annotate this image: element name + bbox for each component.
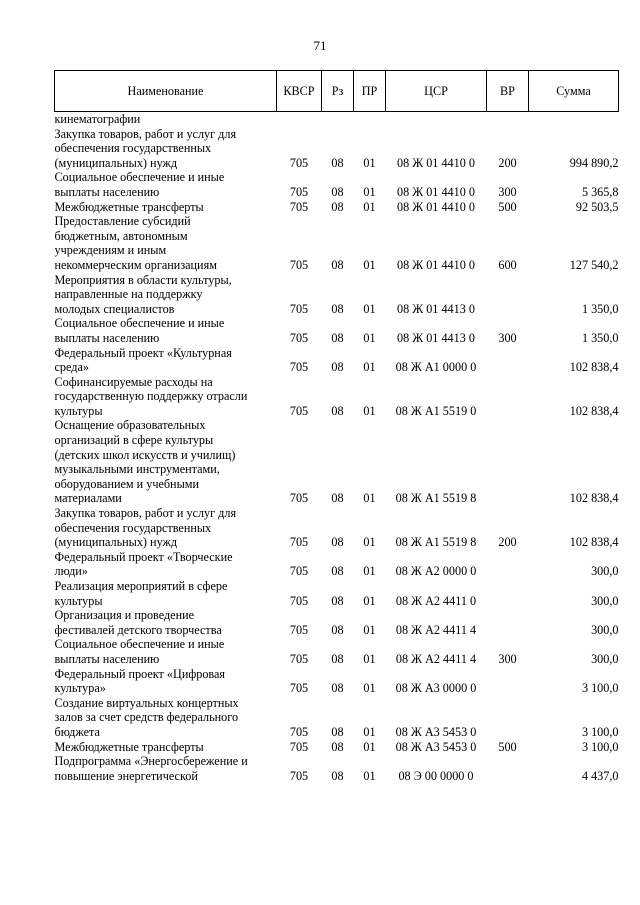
row-sum: 300,0 [591,651,619,666]
row-name-line: культуры [54,403,103,418]
row-name-line: Федеральный проект «Творческие [54,549,233,564]
header-pr: ПР [354,71,386,112]
row-csr: 08 Ж А1 5519 8 [395,535,477,550]
table-row [55,127,619,171]
row-name [55,346,277,375]
row-vr: 300 [498,184,517,199]
row-kvsr: 705 [289,768,309,783]
row-name-line: фестивалей детского творчества [54,622,222,637]
table-row [55,696,619,740]
row-name-line: бюджета [54,724,100,739]
page-number: 71 [313,38,327,53]
header-vr: ВР [487,71,529,112]
row-name [55,170,277,199]
row-name-line: Софинансируемые расходы на [54,374,213,389]
row-name-line: Федеральный проект «Культурная [54,345,232,360]
row-vr [487,418,529,506]
row-kvsr: 705 [289,593,309,608]
row-sum: 127 540,2 [569,257,619,272]
row-kvsr: 705 [289,199,309,214]
row-pr: 01 [363,564,376,579]
row-pr: 01 [363,491,376,506]
row-rz: 08 [331,564,344,579]
table-row [55,418,619,506]
row-name-line: Реализация мероприятий в сфере [54,579,228,593]
row-pr: 01 [363,403,376,418]
table-row [55,740,619,755]
row-name-line: культуры [54,593,103,608]
row-kvsr: 705 [289,155,309,170]
row-kvsr: 705 [289,724,309,739]
row-rz: 08 [331,184,344,199]
row-name-line: оборудованием и учебными [54,476,200,491]
row-name-line: Оснащение образовательных [54,418,206,433]
row-sum: 994 890,2 [569,155,619,170]
row-kvsr: 705 [289,257,309,272]
row-name-line: музыкальными инструментами, [54,462,220,477]
row-name-line: Создание виртуальных концертных [54,695,239,710]
row-vr: 300 [498,651,517,666]
row-name-line: Социальное обеспечение и иные [54,170,225,185]
row-pr: 01 [363,622,376,637]
row-kvsr: 705 [289,681,309,696]
row-rz: 08 [331,257,344,272]
row-name-line: люди» [54,564,88,579]
row-sum: 102 838,4 [569,491,619,506]
row-pr: 01 [363,593,376,608]
row-rz: 08 [331,681,344,696]
row-name-line: (муниципальных) нужд [54,535,178,550]
table-body [55,112,619,784]
row-name-line: Социальное обеспечение и иные [54,316,225,331]
row-name [55,506,277,550]
row-csr: 08 Ж А3 0000 0 [395,681,477,696]
table-row [55,550,619,579]
row-vr [487,579,529,608]
row-vr [487,112,529,127]
row-rz: 08 [331,535,344,550]
row-pr [354,112,386,127]
row-name-line: Федеральный проект «Цифровая [54,666,226,681]
row-name-line: залов за счет средств федерального [54,710,239,725]
row-name [55,579,277,608]
row-csr: 08 Ж 01 4410 0 [397,184,475,199]
row-rz: 08 [331,403,344,418]
row-pr: 01 [363,651,376,666]
row-pr: 01 [363,257,376,272]
row-kvsr: 705 [289,330,309,345]
table-row [55,346,619,375]
row-name [55,696,277,740]
row-rz: 08 [331,724,344,739]
row-name-line: кинематографии [54,112,141,126]
row-name-line: молодых специалистов [54,301,175,316]
row-name-line: среда» [54,360,89,375]
row-csr: 08 Ж А3 5453 0 [395,739,477,754]
row-vr [487,375,529,419]
row-kvsr: 705 [289,360,309,375]
row-name [55,375,277,419]
row-sum: 300,0 [591,622,619,637]
row-pr: 01 [363,301,376,316]
row-rz: 08 [331,768,344,783]
row-csr: 08 Ж А1 5519 8 [395,491,477,506]
row-vr [487,754,529,783]
row-sum [529,112,619,127]
row-pr: 01 [363,535,376,550]
row-name-line: Подпрограмма «Энергосбережение и [54,754,248,769]
row-rz: 08 [331,593,344,608]
row-rz: 08 [331,622,344,637]
row-rz: 08 [331,651,344,666]
row-name-line: выплаты населению [54,330,160,345]
row-csr: 08 Ж 01 4410 0 [397,257,475,272]
row-rz: 08 [331,360,344,375]
row-name-line: некоммерческим организациям [54,257,217,272]
row-csr: 08 Ж А2 4411 0 [395,593,477,608]
row-pr: 01 [363,739,376,754]
row-name-line: выплаты населению [54,651,160,666]
row-name-line: Организация и проведение [54,608,195,623]
header-csr: ЦСР [386,71,487,112]
row-kvsr: 705 [289,403,309,418]
row-name [55,637,277,666]
row-pr: 01 [363,681,376,696]
row-kvsr: 705 [289,301,309,316]
row-name [55,112,277,127]
row-vr: 500 [498,199,517,214]
row-name-line: Социальное обеспечение и иные [54,637,225,652]
header-kvsr: КВСР [277,71,322,112]
row-name [55,273,277,317]
row-rz: 08 [331,491,344,506]
row-sum: 3 100,0 [581,681,619,696]
row-vr [487,667,529,696]
row-vr [487,346,529,375]
table-row [55,273,619,317]
header-name: Наименование [55,71,277,112]
row-name-line: учреждениям и иным [54,243,167,258]
table-row [55,170,619,199]
row-name-line: обеспечения государственных [54,520,212,535]
row-name [55,740,277,755]
row-csr: 08 Ж А3 5453 0 [395,724,477,739]
row-name-line: организаций в сфере культуры [54,433,214,448]
row-name [55,418,277,506]
row-vr: 300 [498,330,517,345]
table-row [55,214,619,272]
table-row [55,375,619,419]
row-name-line: бюджетным, автономным [54,228,188,243]
row-rz: 08 [331,330,344,345]
row-kvsr: 705 [289,739,309,754]
row-sum: 1 350,0 [581,330,619,345]
row-csr: 08 Ж 01 4410 0 [397,199,475,214]
row-name-line: (муниципальных) нужд [54,155,178,170]
row-vr [487,550,529,579]
row-vr: 200 [498,155,517,170]
row-rz [322,112,354,127]
row-csr: 08 Ж 01 4413 0 [397,330,475,345]
row-vr [487,273,529,317]
row-rz: 08 [331,155,344,170]
row-kvsr: 705 [289,184,309,199]
row-name-line: Межбюджетные трансферты [54,199,204,214]
row-kvsr: 705 [289,651,309,666]
row-name-line: Межбюджетные трансферты [54,739,204,754]
row-vr [487,608,529,637]
row-pr: 01 [363,724,376,739]
row-name [55,200,277,215]
row-name [55,127,277,171]
budget-table [54,70,619,783]
row-name-line: Мероприятия в области культуры, [54,272,232,287]
table-row [55,754,619,783]
row-name-line: Закупка товаров, работ и услуг для [54,126,237,141]
row-rz: 08 [331,739,344,754]
row-sum: 3 100,0 [581,739,619,754]
row-csr: 08 Ж А2 4411 4 [395,622,477,637]
row-csr [386,112,487,127]
row-sum: 102 838,4 [569,535,619,550]
row-kvsr [277,112,322,127]
header-rz: Рз [322,71,354,112]
row-name-line: Предоставление субсидий [54,214,191,229]
row-name-line: направленные на поддержку [54,287,203,302]
row-pr: 01 [363,199,376,214]
table-row [55,608,619,637]
table-row [55,579,619,608]
table-row [55,667,619,696]
row-sum: 3 100,0 [581,724,619,739]
row-sum: 5 365,8 [581,184,619,199]
row-pr: 01 [363,184,376,199]
row-name [55,316,277,345]
row-vr: 500 [498,739,517,754]
row-name-line: материалами [54,491,122,506]
table-row [55,506,619,550]
row-pr: 01 [363,768,376,783]
row-csr: 08 Ж А1 0000 0 [395,360,477,375]
table-row [55,316,619,345]
row-sum: 300,0 [591,564,619,579]
row-name-line: культура» [54,681,106,696]
row-pr: 01 [363,330,376,345]
row-sum: 102 838,4 [569,403,619,418]
table-row [55,200,619,215]
row-name [55,608,277,637]
row-name [55,667,277,696]
row-sum: 92 503,5 [575,199,619,214]
row-kvsr: 705 [289,491,309,506]
table-row [55,637,619,666]
table-header-row [55,71,619,112]
row-csr: 08 Ж А1 5519 0 [395,403,477,418]
row-name [55,214,277,272]
row-name-line: Закупка товаров, работ и услуг для [54,506,237,521]
row-kvsr: 705 [289,622,309,637]
row-sum: 1 350,0 [581,301,619,316]
row-sum: 300,0 [591,593,619,608]
row-name-line: обеспечения государственных [54,141,212,156]
row-sum: 4 437,0 [581,768,619,783]
row-csr: 08 Ж 01 4410 0 [397,155,475,170]
row-csr: 08 Ж А2 0000 0 [395,564,477,579]
row-pr: 01 [363,155,376,170]
row-vr: 600 [498,257,517,272]
row-csr: 08 Ж А2 4411 4 [395,651,477,666]
row-csr: 08 Э 00 0000 0 [398,768,474,783]
row-name [55,550,277,579]
row-vr [487,696,529,740]
row-name-line: выплаты населению [54,184,160,199]
row-sum: 102 838,4 [569,360,619,375]
row-kvsr: 705 [289,535,309,550]
header-sum: Сумма [529,71,619,112]
row-rz: 08 [331,301,344,316]
row-name-line: (детских школ искусств и училищ) [54,447,236,462]
row-name-line: повышение энергетической [54,768,198,783]
row-vr: 200 [498,535,517,550]
row-rz: 08 [331,199,344,214]
row-csr: 08 Ж 01 4413 0 [397,301,475,316]
row-name-line: государственную поддержку отрасли [54,389,248,404]
table-row [55,112,619,127]
row-kvsr: 705 [289,564,309,579]
row-pr: 01 [363,360,376,375]
row-name [55,754,277,783]
